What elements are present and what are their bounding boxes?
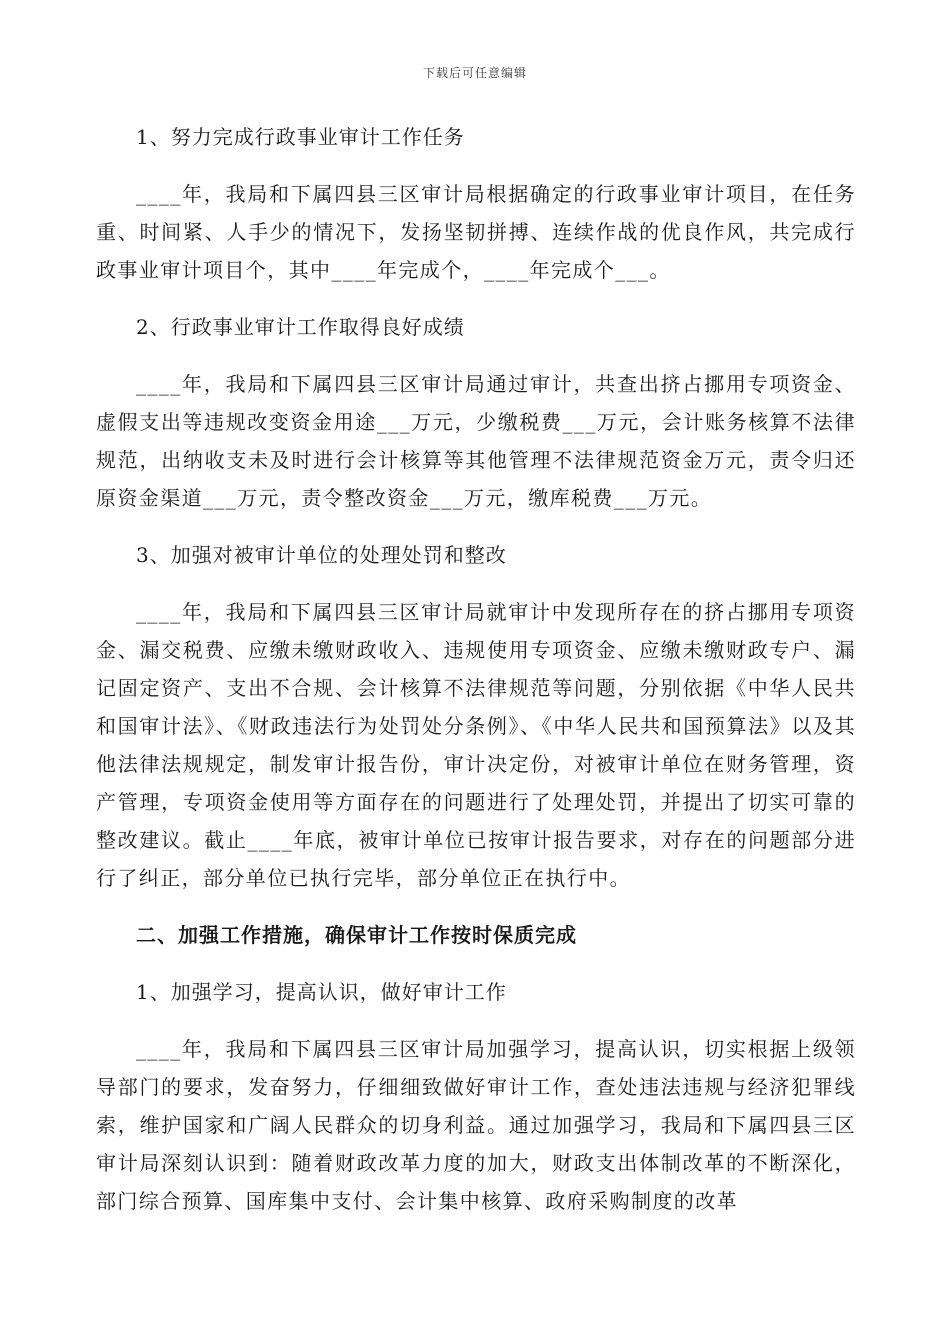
- header-note: 下载后可任意编辑: [422, 66, 527, 80]
- paragraph-4: ____年，我局和下属四县三区审计局加强学习，提高认识，切实根据上级领导部门的要求，发奋努力，仔细细致做好审计工作，查处违法违规与经济犯罪线索，维护国家和广阔人民群众的切身利益。通过加强学习，我局和下属四县三区审计局深刻认识到：随着财政改革力度的加大，财政支出体制改革的不断深化，部门综合预算、国库集中支付、会计集中核算、政府采购制度的改革: [96, 1037, 856, 1213]
- section-heading-1: 1、努力完成行政事业审计工作任务: [136, 125, 465, 149]
- paragraph-3: ____年，我局和下属四县三区审计局就审计中发现所存在的挤占挪用专项资金、漏交税费、应缴未缴财政收入、违规使用专项资金、应缴未缴财政专户、漏记固定资产、支出不合规、会计核算不法律规范等问题，分别依据《中华人民共和国审计法》、《财政违法行为处罚处分条例》、《中华人民共和国预算法》以及其他法律法规规定，制发审计报告份，审计决定份，对被审计单位在财务管理，资产管理，专项资金使用等方面存在的问题进行了处理处罚，并提出了切实可靠的整改建议。截止____年底，被审计单位已按审计报告要求，对存在的问题部分进行了纠正，部分单位已执行完毕，部分单位正在执行中。: [96, 600, 856, 890]
- paragraph-2: ____年，我局和下属四县三区审计局通过审计，共查出挤占挪用专项资金、虚假支出等违规改变资金用途___万元，少缴税费___万元，会计账务核算不法律规范，出纳收支未及时进行会计核算等其他管理不法律规范资金万元，责令归还原资金渠道___万元，责令整改资金___万元，缴库税费___万元。: [96, 372, 856, 510]
- section-heading-2: 2、行政事业审计工作取得良好成绩: [136, 315, 465, 339]
- chapter-heading-2: 二、加强工作措施，确保审计工作按时保质完成: [136, 923, 577, 947]
- section-heading-4: 1、加强学习，提高认识，做好审计工作: [136, 980, 507, 1004]
- document-body: [96, 118, 856, 1239]
- section-heading-3: 3、加强对被审计单位的处理处罚和整改: [136, 543, 507, 567]
- paragraph-1: ____年，我局和下属四县三区审计局根据确定的行政事业审计项目，在任务重、时间紧、人手少的情况下，发扬坚韧拼搏、连续作战的优良作风，共完成行政事业审计项目个，其中____年完成个，____年完成个___。: [96, 182, 856, 282]
